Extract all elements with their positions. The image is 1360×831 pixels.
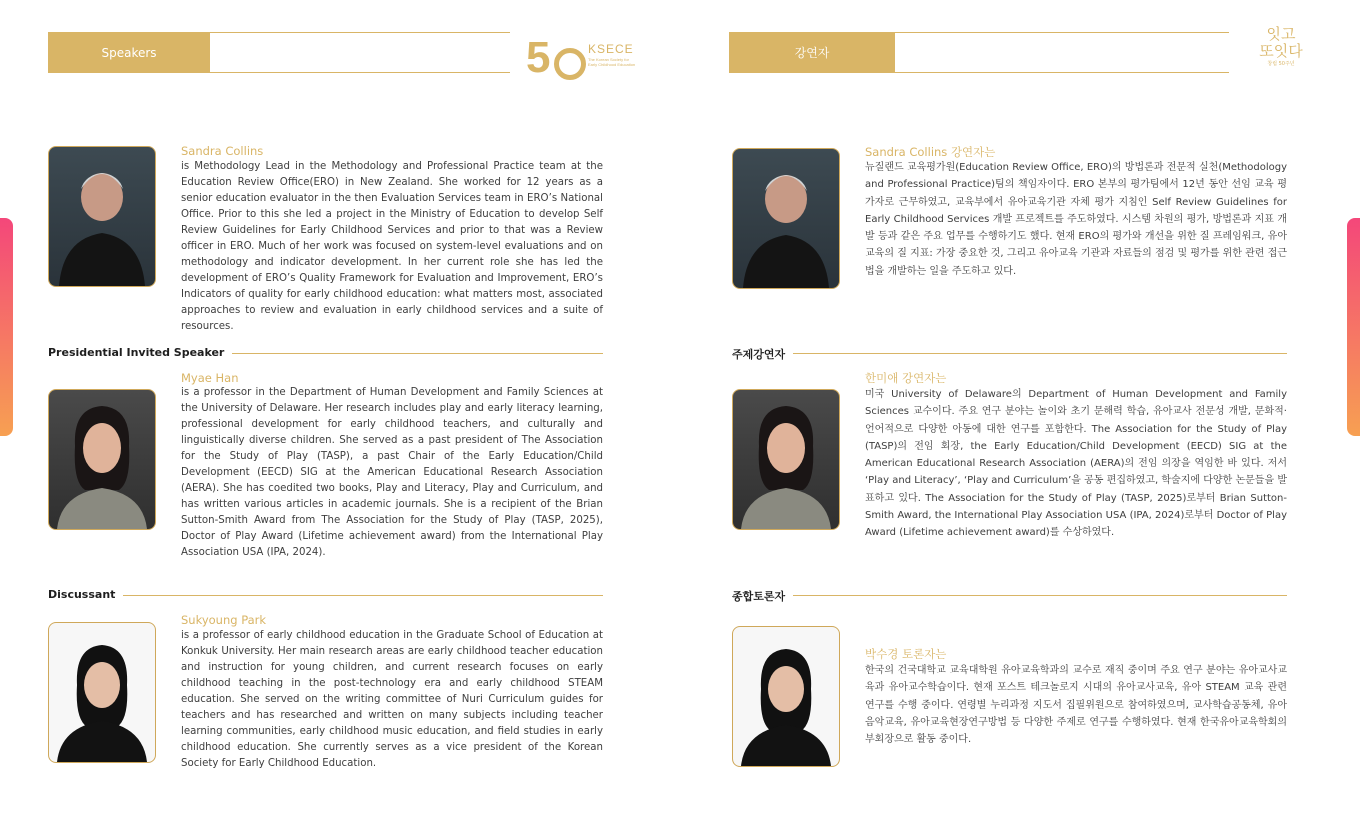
section-line-discussant xyxy=(48,595,603,596)
section-line-discussant xyxy=(732,595,1287,596)
speaker-name-sandra: Sandra Collins xyxy=(181,144,264,158)
portrait-figure xyxy=(733,627,839,766)
header-tab: Speakers xyxy=(48,33,210,73)
portrait-sandra-collins xyxy=(48,146,156,287)
right-page xyxy=(680,0,1360,831)
section-line-presidential xyxy=(732,353,1287,354)
section-title-discussant: 종합토론자 xyxy=(732,588,793,604)
section-title-discussant: Discussant xyxy=(48,588,123,601)
portrait-myae-han xyxy=(48,389,156,530)
logo-number: 5 xyxy=(526,33,551,82)
logo-ring xyxy=(554,48,586,80)
ksece-logo xyxy=(526,33,636,88)
logo-line-1: 잇고 xyxy=(1266,25,1296,43)
portrait-sukyoung-park xyxy=(732,626,840,767)
speaker-name-sukyoung: Sukyoung Park xyxy=(181,613,267,627)
portrait-sukyoung-park xyxy=(48,622,156,763)
logo-subtitle: 창립 50주년 xyxy=(1267,61,1295,67)
section-title-presidential: 주제강연자 xyxy=(732,346,793,362)
portrait-figure xyxy=(733,390,839,529)
logo-subtitle: The Korean Society for Early Childhood Education xyxy=(588,57,636,67)
portrait-figure xyxy=(49,147,155,286)
speaker-name-myae: Myae Han xyxy=(181,371,239,385)
portrait-figure xyxy=(49,623,155,762)
speaker-name-sandra-ko: Sandra Collins 강연자는 xyxy=(865,145,996,159)
speaker-bio-sandra: is Methodology Lead in the Methodology and Professional Practice team at the Education Review Office(ERO) in New Zealand. She worked for 12 years as a senior education evaluator in the then Evaluation Services team in ERO’s National Office. Prior to this she led a project in the Ministry of Education to develop Self Review Guidelines for Early Childhood Services and prior to that was a Review officer in ERO. Much of her work was focused on system-level evaluations and on methodology and indicator development. In her current role she has led the development of ERO’s Quality Framework for Evaluation and Improvement, ERO’s Indicators of quality for early childhood education: what matters most, associated approaches to review and evaluation in early childhood services and a suite of resources. xyxy=(181,161,603,332)
logo-word: KSECE xyxy=(588,42,634,56)
header-tab: 강연자 xyxy=(729,33,895,73)
speaker-bio-sandra-ko: 뉴질랜드 교육평가원(Education Review Office, ERO)의 방법론과 전문적 실천(Methodology and Professional Practice)팀의 책임자이다. ERO 본부의 평가팀에서 12년 동안 선임 교육 평가자로 근무하였고, 교육부에서 유아교육기관 자체 평가 지침인 Self Review Guidelines for Early Childhood Services 개발 프로젝트를 주도하였다. 시스템 차원의 평가, 방법론과 지표 개발 등과 같은 주요 업무를 수행하기도 했다. 현재 ERO의 평가와 개선을 위한 질 프레임워크, 유아교육의 질 지표: 가장 중요한 것, 그리고 유아교육 기관과 자료들의 점검 및 평가를 위한 관련 접근법을 개발하는 일을 주도하고 있다. xyxy=(865,162,1287,277)
speaker-name-myae-ko: 한미애 강연자는 xyxy=(865,371,947,385)
portrait-figure xyxy=(733,149,839,288)
speaker-bio-sukyoung: is a professor of early childhood education in the Graduate School of Education at Konkuk University. Her main research areas are early childhood teacher education and instruction for young children, and current research focuses on early childhood teaching in the post-technology era and early childhood STEAM education. She served on the writing committee of Nuri Curriculum guides for teachers and has researched and written on many subjects including teacher learning communities, early childhood music education, and field studies in early childhood education. She currently serves as a vice president of the Korean Society for Early Childhood Education. xyxy=(181,630,603,769)
speaker-bio-sukyoung-ko: 한국의 건국대학교 교육대학원 유아교육학과의 교수로 재직 중이며 주요 연구 분야는 유아교사교육과 유아교수학습이다. 현재 포스트 테크놀로지 시대의 유아교사교육, 유아 STEAM 교육 관련 연구를 수행 중이다. 연령별 누리과정 지도서 집필위원으로 참여하였으며, 교사학습공동체, 유아음악교육, 유아교육현장연구방법 등 다양한 주제로 연구를 수행하였다. 현재 한국유아교육학회의 부회장으로 활동 중이다. xyxy=(865,665,1287,746)
portrait-figure xyxy=(49,390,155,529)
speaker-bio-myae: is a professor in the Department of Human Development and Family Sciences at the University of Delaware. Her research includes play and early literacy learning, professional development for early childhood teachers, and culturally and linguistically diverse children. She served as a past president of The Association for the Study of Play (TASP), a past Chair of the Early Education/Child Development (EECD) SIG at the American Educational Research Association (AERA). She has coedited two books, Play and Literacy, Play and Curriculum, and has written various articles in academic journals. She is a recipient of the Brian Sutton-Smith Award from The Association for the Study of Play (TASP, 2025), Doctor of Play Award (Lifetime achievement award) from the International Play Association USA (IPA, 2024). xyxy=(181,387,603,558)
logo-line-2: 또잇다 xyxy=(1259,42,1303,60)
portrait-myae-han xyxy=(732,389,840,530)
section-title-presidential: Presidential Invited Speaker xyxy=(48,346,232,359)
portrait-sandra-collins xyxy=(732,148,840,289)
speaker-name-sukyoung-ko: 박수경 토론자는 xyxy=(865,647,947,661)
anniversary-logo xyxy=(1246,26,1316,88)
speaker-bio-myae-ko: 미국 University of Delaware의 Department of Human Development and Family Sciences 교수이다. 주요 연구 분야는 놀이와 초기 문해력 학습, 유아교사 전문성 개발, 문화적·언어적으로 다양한 아동에 대한 연구를 포함한다. The Association for the Study of Play (TASP)의 전임 회장, the Early Education/Child Development (EECD) SIG at the American Educational Research Association (AERA)의 전임 의장을 역임한 바 있다. 저서 ‘Play and Literacy’, ‘Play and Curriculum’을 공동 편집하였고, 학술지에 다양한 논문들을 발표하고 있다. The Association for the Study of Play (TASP, 2025)로부터 Brian Sutton-Smith Award, the International Play Association USA (IPA, 2024)로부터 Doctor of Play Award (Lifetime achievement award)를 수상하였다. xyxy=(865,389,1287,539)
